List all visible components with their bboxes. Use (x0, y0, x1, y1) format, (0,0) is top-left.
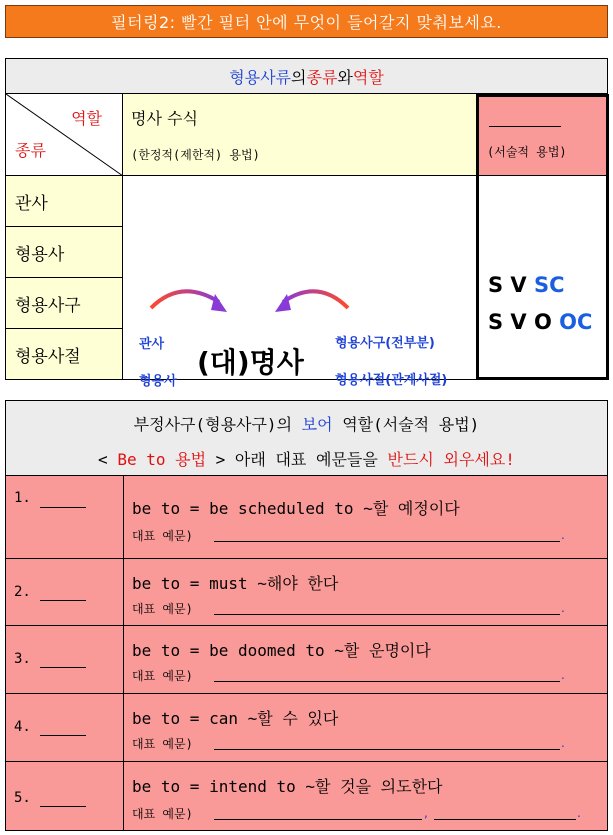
example-blank-1[interactable] (214, 806, 422, 820)
example-blank[interactable] (214, 736, 560, 750)
sub-memorize: 반드시 외우세요! (387, 450, 515, 469)
adjective-types-table (5, 58, 608, 389)
noun-label: (대)명사 (197, 346, 304, 379)
row-text: be to = be doomed to ~할 운명이다 (132, 641, 431, 660)
example-label: 대표 예문) (132, 529, 193, 543)
example-blank-2[interactable] (434, 806, 576, 820)
pattern-svsc (488, 273, 565, 297)
header-line-2 (6, 447, 607, 470)
table-row (6, 559, 607, 626)
pattern-plain: S V O (488, 310, 560, 334)
answer-blank[interactable] (40, 722, 86, 736)
sub-be-to: Be to 용법 (117, 450, 207, 469)
label-adjective-clause: 형용사절(관계사절) (335, 373, 448, 388)
be-to-table (5, 400, 608, 831)
kind-adjective-clause: 형용사절 (6, 329, 122, 379)
corner-kind-label: 종류 (15, 141, 46, 160)
kind-adjective-phrase: 형용사구 (6, 278, 122, 329)
corner-role-label: 역할 (71, 109, 102, 128)
sub-part-3: > 아래 대표 예문들을 (206, 450, 388, 469)
attributive-usage-label: (한정적(제한적) 용법) (131, 148, 260, 162)
row-text: be to = can ~할 수 있다 (132, 709, 339, 728)
pattern-highlight: OC (559, 310, 593, 334)
title-adjectives: 형용사류 (229, 67, 292, 87)
header-line-1 (6, 412, 607, 435)
header-complement: 보어 (301, 415, 333, 434)
predicative-usage-label: (서술적 용법) (487, 145, 567, 159)
row-number-cell (6, 559, 124, 625)
label-article: 관사 (139, 337, 165, 352)
corner-cell (6, 94, 123, 176)
example-blank[interactable] (214, 601, 560, 615)
title-types: 종류 (306, 67, 338, 87)
header-part-1: 부정사구(형용사구)의 (133, 415, 302, 434)
table-row (6, 694, 607, 762)
row-number-cell (6, 762, 124, 830)
row-number-cell (6, 626, 124, 693)
row-text: be to = be scheduled to ~할 예정이다 (132, 499, 460, 518)
period: . (577, 806, 581, 820)
pattern-svooc (488, 310, 592, 334)
attributive-header (123, 94, 476, 176)
answer-blank[interactable] (40, 654, 86, 668)
modification-diagram (123, 176, 476, 389)
row-number-cell (6, 476, 124, 558)
example-blank[interactable] (214, 528, 560, 542)
row-number-cell (6, 694, 124, 761)
example-label: 대표 예문) (132, 807, 193, 821)
pattern-highlight: SC (534, 273, 565, 297)
example-label: 대표 예문) (132, 737, 193, 751)
period: . (561, 528, 565, 542)
row-text: be to = must ~해야 한다 (132, 574, 339, 593)
kind-article: 관사 (6, 176, 122, 227)
example-blank[interactable] (214, 668, 560, 682)
table-row (6, 762, 607, 830)
row-number: 1. (14, 490, 31, 506)
example-label: 대표 예문) (132, 669, 193, 683)
period: . (561, 736, 565, 750)
instruction-banner: 필터링2: 빨간 필터 안에 무엇이 들어갈지 맞춰보세요. (5, 5, 608, 38)
title-particle-2: 와 (337, 67, 353, 87)
table-title (6, 59, 607, 94)
left-arrow (151, 291, 219, 308)
sub-part-1: < (98, 450, 118, 469)
header-part-3: 역할(서술적 용법) (332, 415, 480, 434)
comma: , (424, 806, 428, 820)
period: . (561, 601, 565, 615)
title-roles: 역할 (352, 67, 384, 87)
title-particle-1: 의 (291, 67, 307, 87)
answer-blank[interactable] (40, 793, 86, 807)
row-number: 2. (14, 584, 31, 600)
answer-blank[interactable] (40, 587, 86, 601)
example-label: 대표 예문) (132, 602, 193, 616)
kind-adjective: 형용사 (6, 227, 122, 278)
predicative-header (479, 97, 606, 176)
row-number: 4. (14, 719, 31, 735)
table-row (6, 626, 607, 694)
period: . (561, 668, 565, 682)
kinds-column (6, 176, 123, 379)
row-text: be to = intend to ~할 것을 의도한다 (132, 777, 443, 796)
pattern-plain: S V (488, 273, 534, 297)
row-number: 3. (14, 651, 31, 667)
label-adjective: 형용사 (139, 374, 177, 389)
be-to-header (6, 401, 607, 476)
answer-blank[interactable] (489, 115, 561, 127)
diagonal-line (6, 94, 123, 176)
predicative-column (476, 94, 609, 380)
noun-modification-label: 명사 수식 (131, 109, 198, 128)
label-adjective-phrase: 형용사구(전부분) (335, 336, 435, 351)
right-arrow (283, 291, 348, 308)
row-number: 5. (14, 790, 31, 806)
answer-blank[interactable] (40, 494, 86, 508)
table-row (6, 476, 607, 559)
